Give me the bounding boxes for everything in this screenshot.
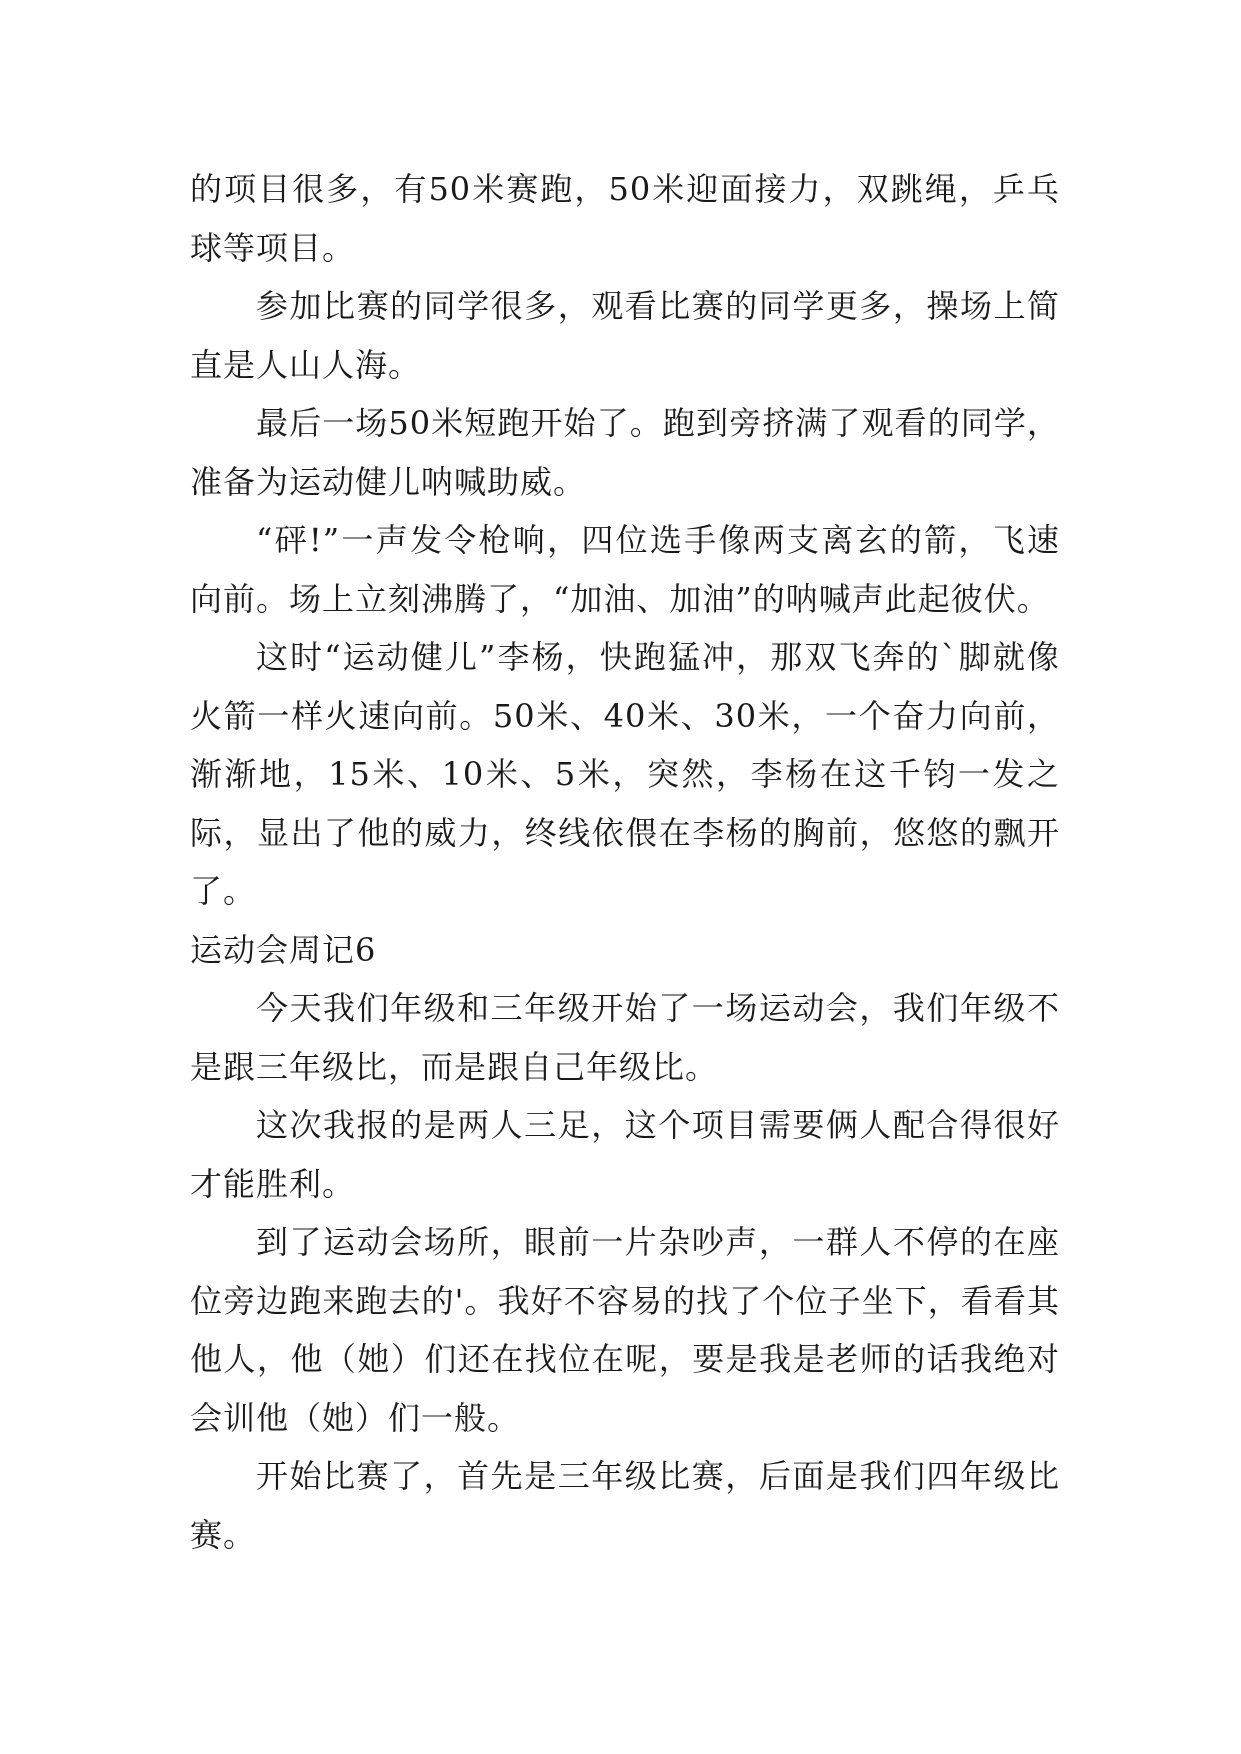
document-body [190,160,1060,1564]
paragraph-1: 的项目很多，有50米赛跑，50米迎面接力，双跳绳，乒乓球等项目。 [190,170,1060,267]
section-heading: 运动会周记6 [190,930,377,969]
paragraph-8: 到了运动会场所，眼前一片杂吵声，一群人不停的在座位旁边跑来跑去的'。我好不容易的找了个位子坐下，看看其他人，他（她）们还在找位在呢，要是我是老师的话我绝对会训他（她）们一般。 [190,1223,1060,1437]
paragraph-7: 这次我报的是两人三足，这个项目需要俩人配合得很好才能胜利。 [190,1106,1060,1203]
paragraph-2: 参加比赛的同学很多，观看比赛的同学更多，操场上简直是人山人海。 [190,287,1060,384]
paragraph-6: 今天我们年级和三年级开始了一场运动会，我们年级不是跟三年级比，而是跟自己年级比。 [190,989,1060,1086]
paragraph-9: 开始比赛了，首先是三年级比赛，后面是我们四年级比赛。 [190,1457,1060,1554]
paragraph-3: 最后一场50米短跑开始了。跑到旁挤满了观看的同学，准备为运动健儿呐喊助威。 [190,404,1060,501]
paragraph-4: “砰!”一声发令枪响，四位选手像两支离玄的箭，飞速向前。场上立刻沸腾了，“加油、加油”的呐喊声此起彼伏。 [190,521,1060,618]
paragraph-5: 这时“运动健儿”李杨，快跑猛冲，那双飞奔的`脚就像火箭一样火速向前。50米、40米、30米，一个奋力向前，渐渐地，15米、10米、5米，突然，李杨在这千钧一发之际，显出了他的威力，终线依偎在李杨的胸前，悠悠的飘开了。 [190,638,1060,910]
